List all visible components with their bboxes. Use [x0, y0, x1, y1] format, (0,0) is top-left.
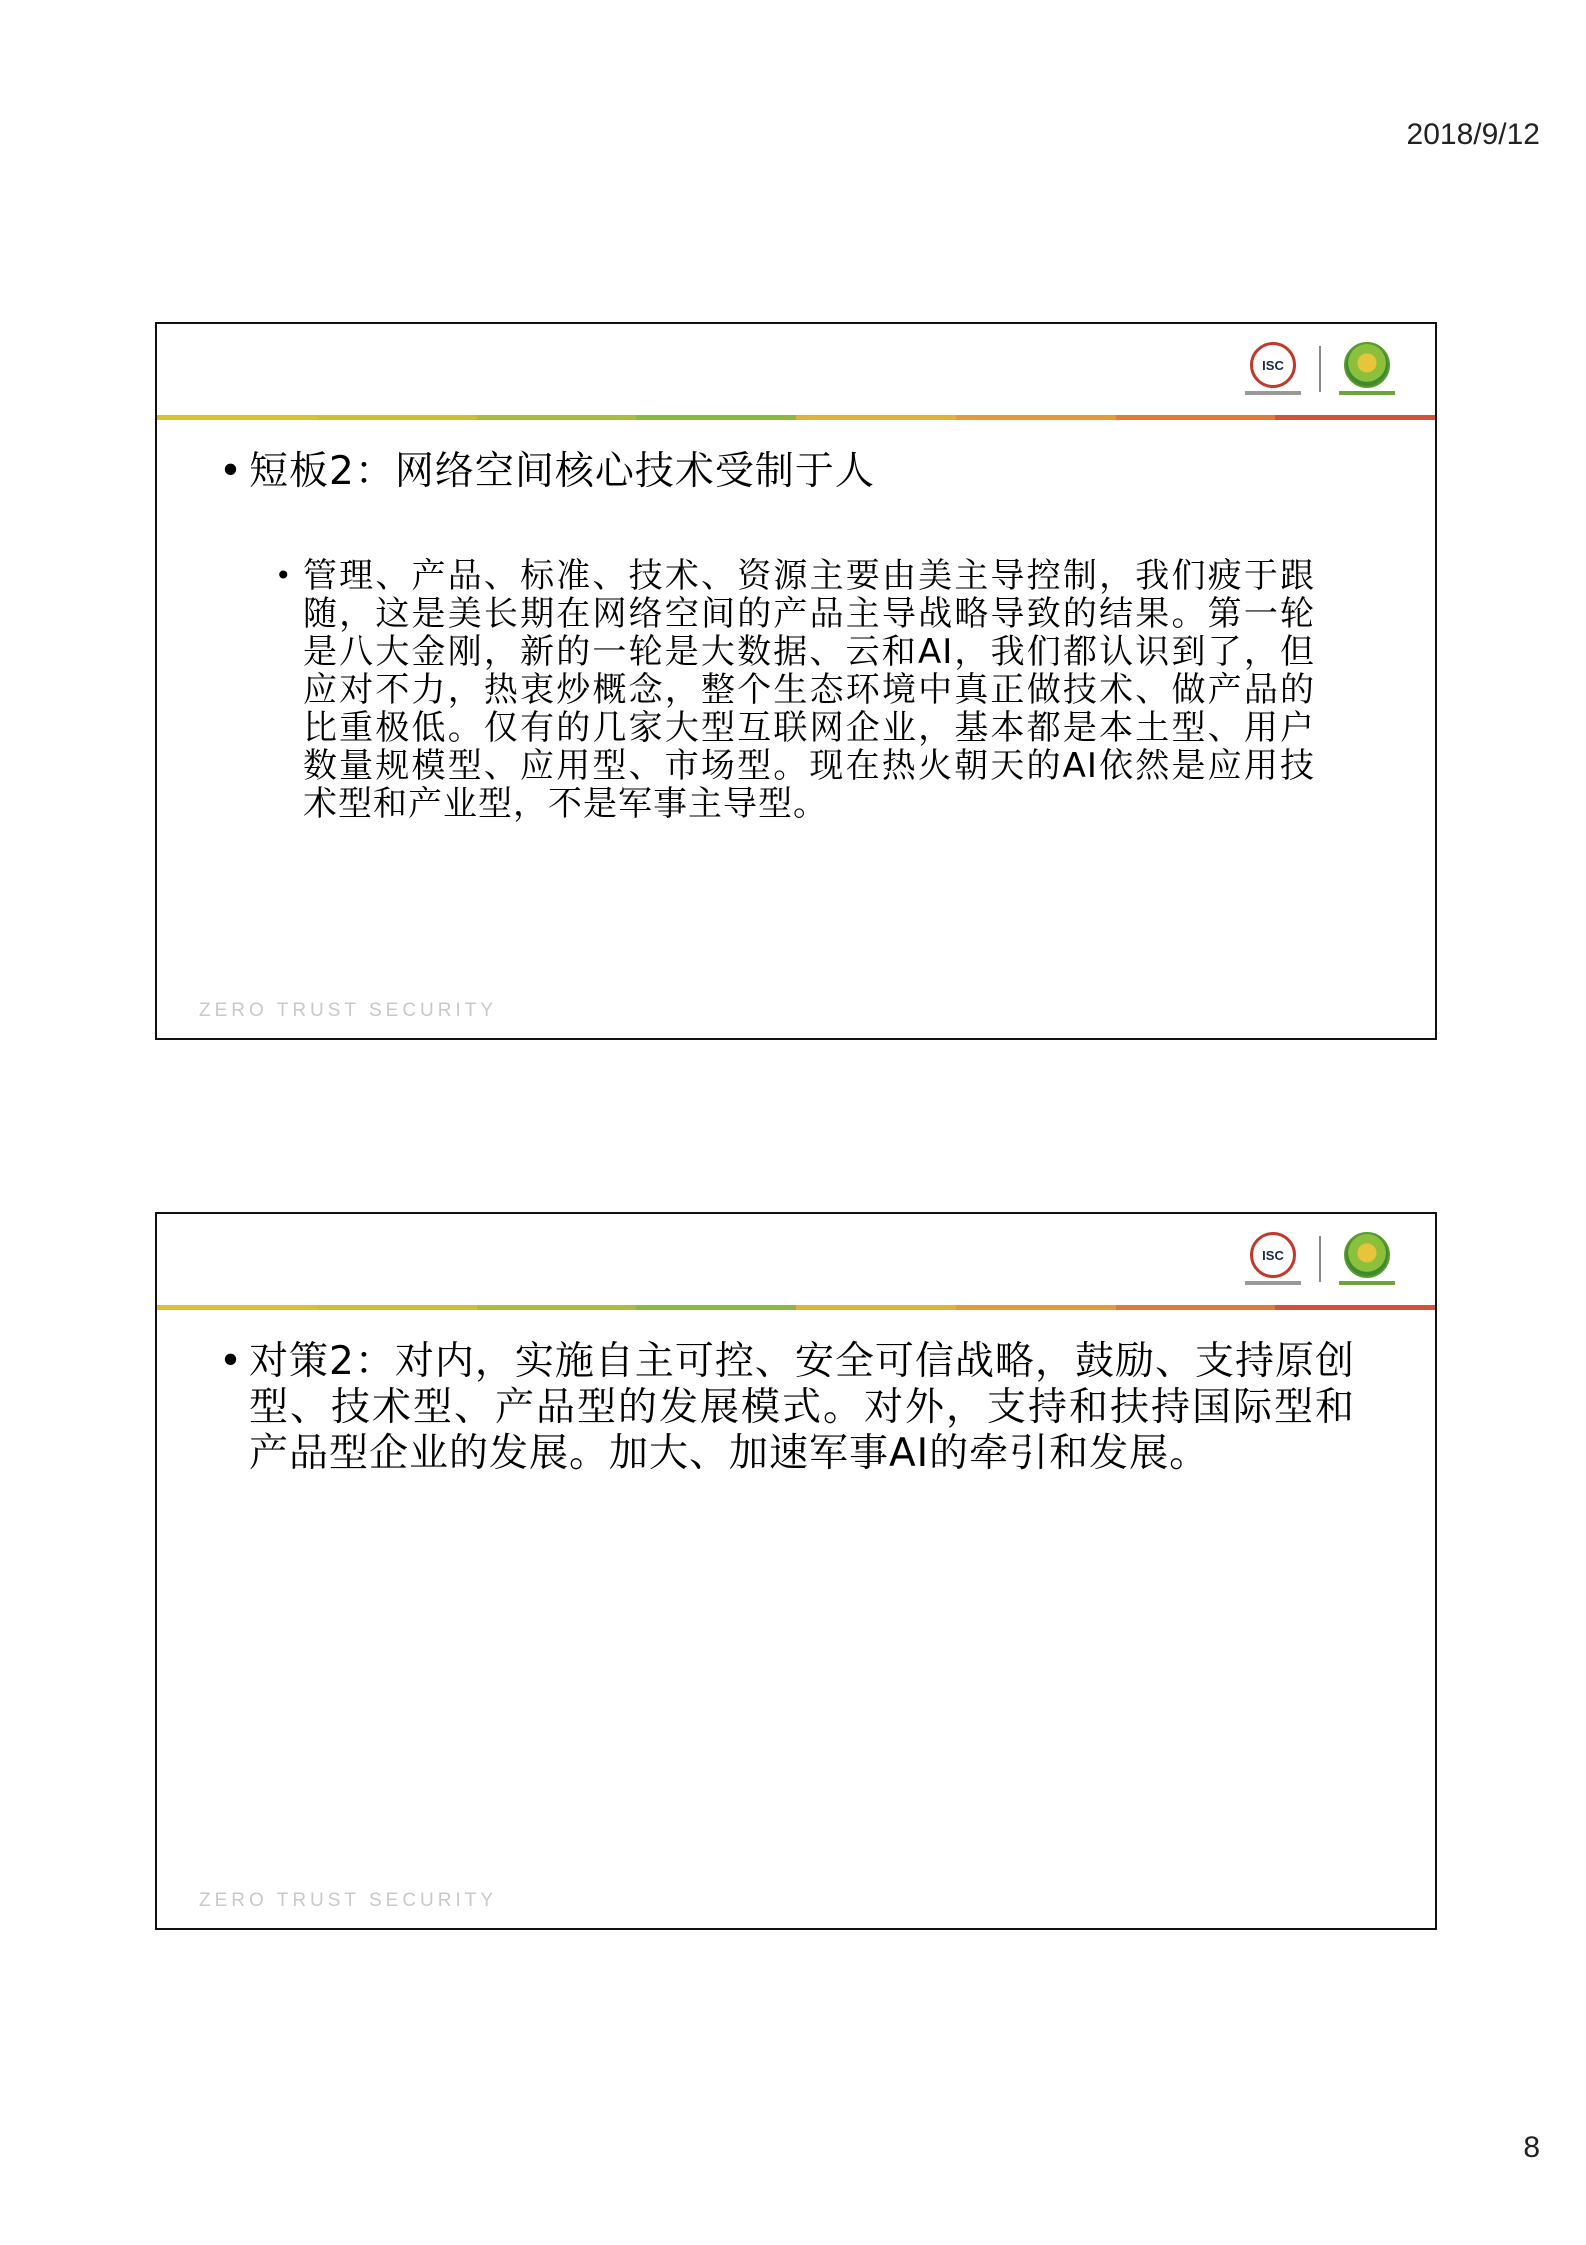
stripe-segment	[956, 415, 1116, 420]
sub-bullet-item	[275, 557, 1315, 823]
page-date: 2018/9/12	[1406, 118, 1540, 151]
slide-logos	[1245, 342, 1395, 395]
isc-logo-mark: ISC	[1250, 1232, 1296, 1278]
globe-icon	[1344, 342, 1390, 388]
slide-content	[219, 449, 1355, 823]
isc-logo-caption-bar	[1245, 1281, 1301, 1285]
globe-logo-caption-bar	[1339, 1281, 1395, 1285]
slide-body-text: 管理、产品、标准、技术、资源主要由美主导控制，我们疲于跟随，这是美长期在网络空间的产品主导战略导致的结果。第一轮是八大金刚，新的一轮是大数据、云和AI，我们都认识到了，但应对不力，热衷炒概念，整个生态环境中真正做技术、做产品的比重极低。仅有的几家大型互联网企业，基本都是本土型、用户数量规模型、应用型、市场型。现在热火朝天的AI依然是应用技术型和产业型，不是军事主导型。	[303, 556, 1315, 824]
stripe-segment	[1116, 415, 1276, 420]
stripe-segment	[956, 1305, 1116, 1310]
globe-logo-caption-bar	[1339, 391, 1395, 395]
stripe-segment	[636, 1305, 796, 1310]
slide-1	[155, 322, 1437, 1040]
slide-title: 短板2：网络空间核心技术受制于人	[249, 449, 875, 494]
stripe-segment	[796, 415, 956, 420]
watermark: ZERO TRUST SECURITY	[199, 1890, 498, 1911]
color-stripe	[157, 1305, 1435, 1310]
bullet-icon: •	[219, 449, 244, 494]
isc-logo	[1245, 342, 1301, 395]
stripe-segment	[317, 1305, 477, 1310]
stripe-segment	[1116, 1305, 1276, 1310]
stripe-segment	[157, 415, 317, 420]
slide-2	[155, 1212, 1437, 1930]
slide-title: 对策2：对内，实施自主可控、安全可信战略，鼓励、支持原创型、技术型、产品型的发展模式。对外，支持和扶持国际型和产品型企业的发展。加大、加速军事AI的牵引和发展。	[249, 1339, 1355, 1476]
stripe-segment	[317, 415, 477, 420]
logo-divider	[1319, 1236, 1321, 1282]
stripe-segment	[477, 415, 637, 420]
isc-logo	[1245, 1232, 1301, 1285]
stripe-segment	[477, 1305, 637, 1310]
bullet-icon: •	[219, 1339, 244, 1384]
isc-logo-mark: ISC	[1250, 342, 1296, 388]
isc-logo-caption-bar	[1245, 391, 1301, 395]
globe-icon	[1344, 1232, 1390, 1278]
globe-logo	[1339, 1232, 1395, 1285]
stripe-segment	[636, 415, 796, 420]
stripe-segment	[157, 1305, 317, 1310]
color-stripe	[157, 415, 1435, 420]
bullet-item	[219, 449, 1355, 495]
page-number: 8	[1523, 2131, 1540, 2164]
logo-divider	[1319, 346, 1321, 392]
stripe-segment	[1275, 415, 1435, 420]
slide-logos	[1245, 1232, 1395, 1285]
slide-content	[219, 1339, 1355, 1477]
bullet-item	[219, 1339, 1355, 1477]
bullet-icon: •	[275, 559, 293, 592]
stripe-segment	[796, 1305, 956, 1310]
watermark: ZERO TRUST SECURITY	[199, 1000, 498, 1021]
globe-logo	[1339, 342, 1395, 395]
stripe-segment	[1275, 1305, 1435, 1310]
